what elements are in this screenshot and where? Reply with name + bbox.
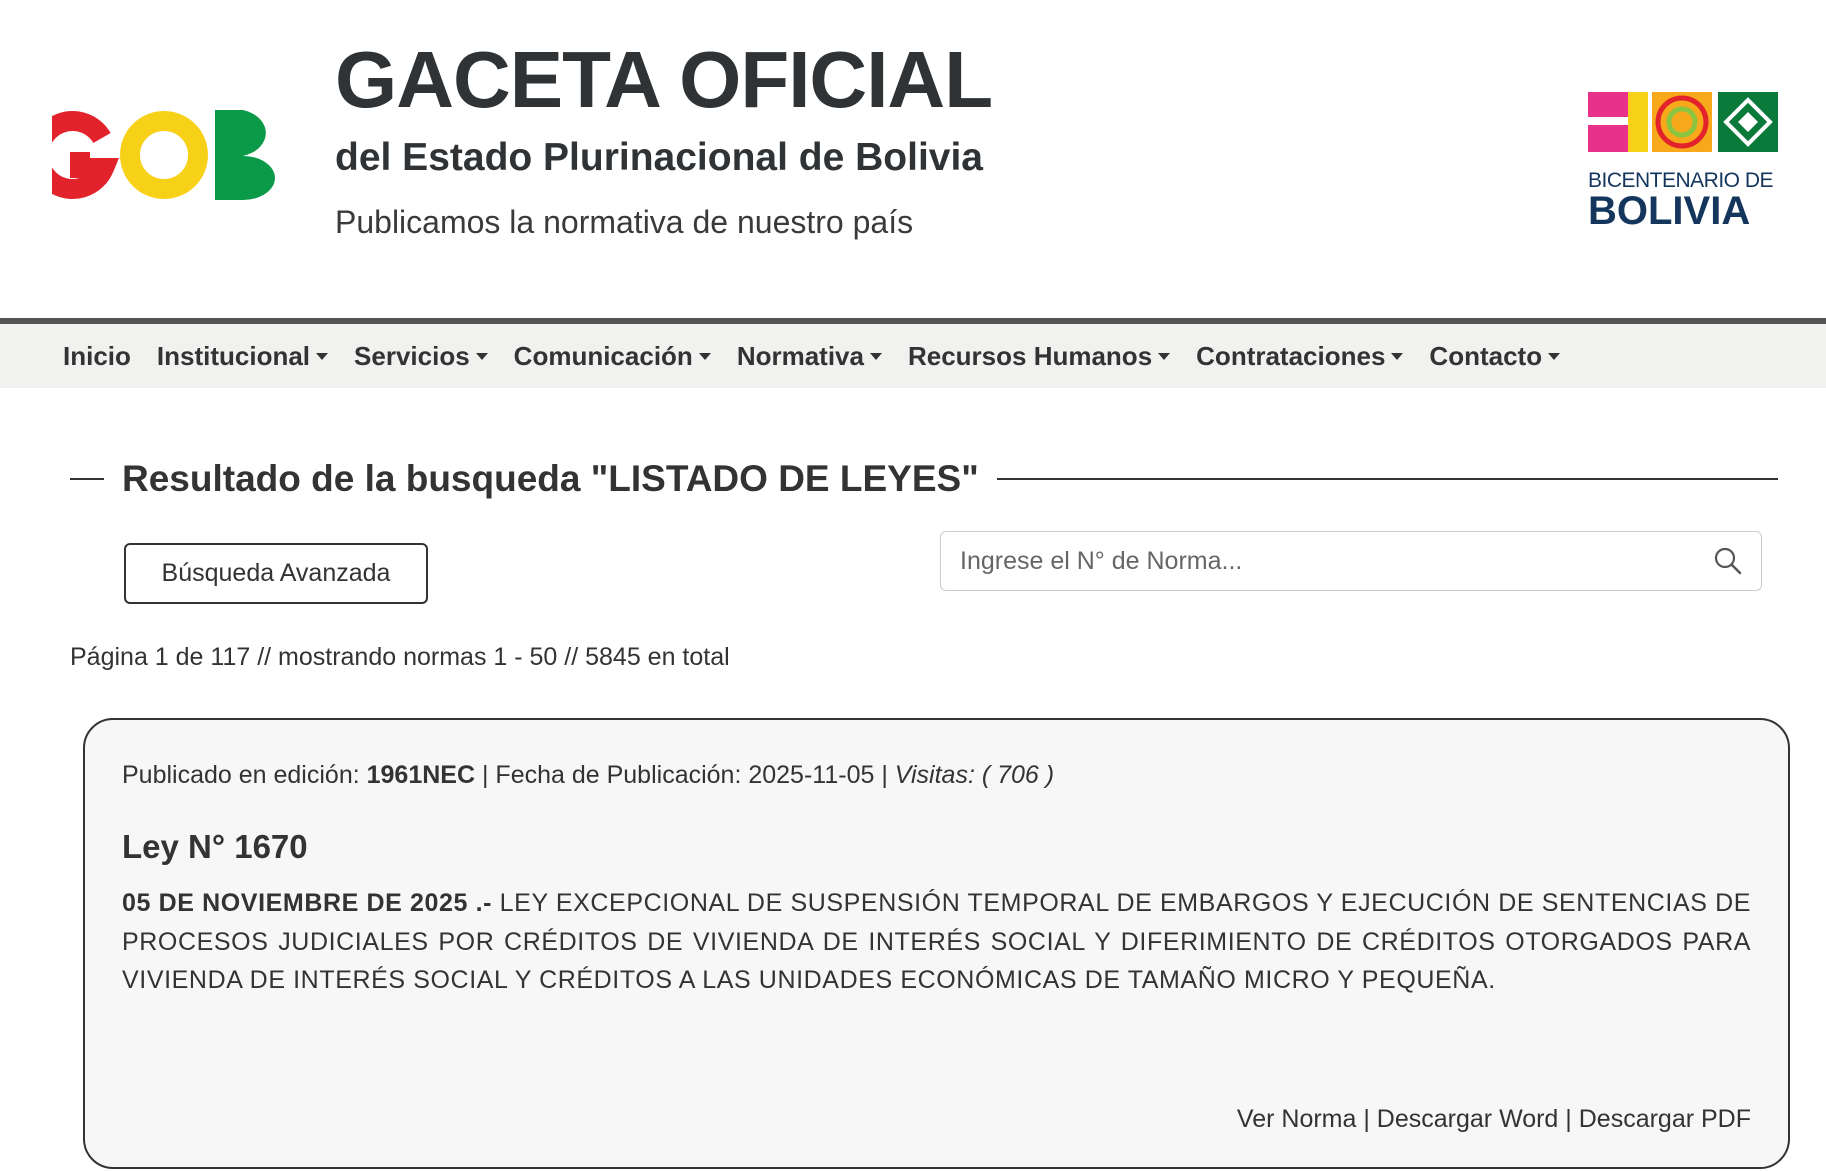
nav-label: Contacto xyxy=(1429,340,1543,371)
bicentenario-logo[interactable] xyxy=(1588,92,1780,233)
law-description xyxy=(122,884,1751,1000)
edition-number: 1961NEC xyxy=(366,761,476,789)
gob-logo[interactable] xyxy=(52,108,277,202)
logo-g-shape xyxy=(52,121,104,189)
nav-contrataciones[interactable] xyxy=(1196,341,1403,372)
bicentenario-line1: BICENTENARIO DE xyxy=(1588,169,1774,192)
nav-label: Servicios xyxy=(354,340,470,371)
caret-down-icon xyxy=(1158,353,1170,360)
nav-normativa[interactable] xyxy=(737,341,882,372)
results-heading xyxy=(70,454,1778,504)
site-subtitle: del Estado Plurinacional de Bolivia xyxy=(335,136,983,179)
site-title: GACETA OFICIAL xyxy=(335,35,993,124)
nav-contacto[interactable] xyxy=(1429,341,1560,372)
site-tagline: Publicamos la normativa de nuestro país xyxy=(335,204,914,240)
bicentenario-line2: BOLIVIA xyxy=(1588,189,1751,233)
logo-b-shape xyxy=(215,110,275,200)
nav-recursos-humanos[interactable] xyxy=(908,341,1170,372)
separator: | xyxy=(1356,1105,1377,1133)
publication-info xyxy=(122,761,1054,790)
nav-institucional[interactable] xyxy=(157,341,328,372)
search-icon[interactable] xyxy=(1713,546,1743,576)
publication-date: | Fecha de Publicación: 2025-11-05 | xyxy=(475,761,895,789)
caret-down-icon xyxy=(699,353,711,360)
norma-search xyxy=(940,531,1762,591)
logo-o-shape xyxy=(130,121,198,189)
visit-count: Visitas: ( 706 ) xyxy=(894,761,1055,789)
caret-down-icon xyxy=(870,353,882,360)
page-title: Resultado de la busqueda "LISTADO DE LEYES" xyxy=(122,458,979,499)
nav-comunicacion[interactable] xyxy=(514,341,711,372)
law-title: Ley N° 1670 xyxy=(122,828,308,865)
heading-dash xyxy=(70,478,104,480)
law-date: 05 DE NOVIEMBRE DE 2025 .- xyxy=(122,889,493,917)
law-summary: LEY EXCEPCIONAL DE SUSPENSIÓN TEMPORAL DE EMBARGOS Y EJECUCIÓN DE SENTENCIAS DE PROCESOS JUDICIALES POR CRÉDITOS DE VIVIENDA DE INTERÉS SOCIAL Y DIFERIMIENTO DE CRÉDITOS OTORGADOS PARA VIVIENDA DE INTERÉS SOCIAL Y CRÉDITOS A LAS UNIDADES ECONÓMICAS DE TAMAÑO MICRO Y PEQUEÑA. xyxy=(122,889,1752,994)
caret-down-icon xyxy=(476,353,488,360)
advanced-search-button[interactable]: Búsqueda Avanzada xyxy=(124,543,428,604)
nav-label: Recursos Humanos xyxy=(907,340,1153,371)
heading-rule xyxy=(997,478,1778,480)
nav-label: Contrataciones xyxy=(1196,340,1386,371)
pub-prefix: Publicado en edición: xyxy=(122,761,367,789)
nav-label: Normativa xyxy=(736,340,864,371)
nav-servicios[interactable] xyxy=(354,341,488,372)
separator: | xyxy=(1558,1105,1579,1133)
caret-down-icon xyxy=(316,353,328,360)
result-actions xyxy=(1237,1105,1751,1134)
ver-norma-link[interactable]: Ver Norma xyxy=(1236,1105,1357,1133)
nav-label: Institucional xyxy=(156,340,311,371)
norma-search-input[interactable] xyxy=(941,532,1681,590)
caret-down-icon xyxy=(1391,353,1403,360)
nav-inicio[interactable] xyxy=(63,341,131,372)
nav-label: Inicio xyxy=(63,340,131,371)
nav-label: Comunicación xyxy=(513,340,693,371)
download-word-link[interactable]: Descargar Word xyxy=(1376,1105,1559,1133)
pagination-info: Página 1 de 117 // mostrando normas 1 - 50 // 5845 en total xyxy=(70,643,730,671)
main-nav xyxy=(0,318,1826,388)
download-pdf-link[interactable]: Descargar PDF xyxy=(1578,1105,1751,1133)
caret-down-icon xyxy=(1548,353,1560,360)
bicentenario-emblem-icon xyxy=(1588,92,1780,156)
